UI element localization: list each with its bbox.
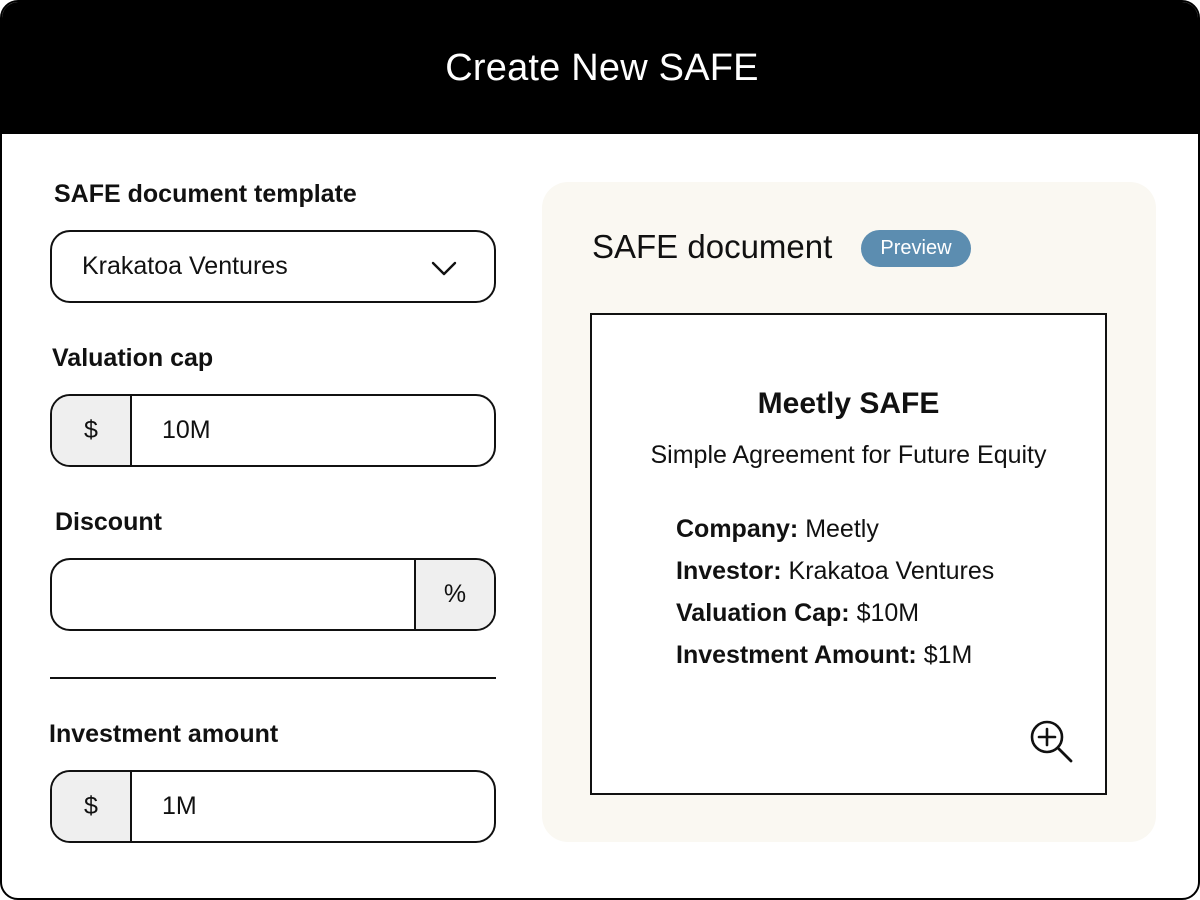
document-subtitle: Simple Agreement for Future Equity (650, 441, 1047, 469)
document-field-value: Krakatoa Ventures (788, 557, 995, 585)
template-label: SAFE document template (54, 180, 357, 208)
investment-amount-input[interactable] (134, 772, 494, 841)
valuation-cap-input[interactable] (134, 396, 494, 465)
discount-field (50, 558, 496, 631)
discount-input[interactable] (52, 560, 414, 629)
document-field-list (676, 513, 994, 681)
preview-heading: SAFE document (592, 228, 833, 265)
document-field-investment-amount (676, 639, 994, 681)
title-bar (2, 2, 1200, 134)
preview-panel (542, 182, 1156, 842)
document-field-value: $1M (923, 641, 973, 669)
valuation-cap-currency-prefix: $ (52, 396, 132, 465)
window-title: Create New SAFE (445, 46, 759, 89)
preview-badge: Preview (861, 230, 971, 267)
document-field-value: $10M (856, 599, 920, 627)
document-field-value: Meetly (805, 515, 879, 543)
discount-label: Discount (55, 508, 162, 536)
investment-amount-currency-prefix: $ (52, 772, 132, 841)
document-field-valuation-cap (676, 597, 994, 639)
investment-amount-field (50, 770, 496, 843)
zoom-in-icon[interactable] (1029, 719, 1075, 765)
document-field-investor (676, 555, 994, 597)
chevron-down-icon (430, 254, 458, 282)
document-field-key: Investment Amount: (676, 641, 917, 669)
document-title: Meetly SAFE (757, 387, 940, 420)
investment-amount-label: Investment amount (49, 720, 279, 748)
template-selected-value: Krakatoa Ventures (82, 252, 288, 280)
document-field-key: Investor: (676, 557, 782, 585)
form-divider (50, 677, 496, 679)
document-preview-card[interactable] (590, 313, 1107, 795)
valuation-cap-label: Valuation cap (52, 344, 214, 372)
template-dropdown[interactable] (50, 230, 496, 303)
document-field-key: Valuation Cap: (676, 599, 850, 627)
discount-percent-suffix: % (414, 560, 494, 629)
document-field-key: Company: (676, 515, 799, 543)
valuation-cap-field (50, 394, 496, 467)
document-field-company (676, 513, 994, 555)
